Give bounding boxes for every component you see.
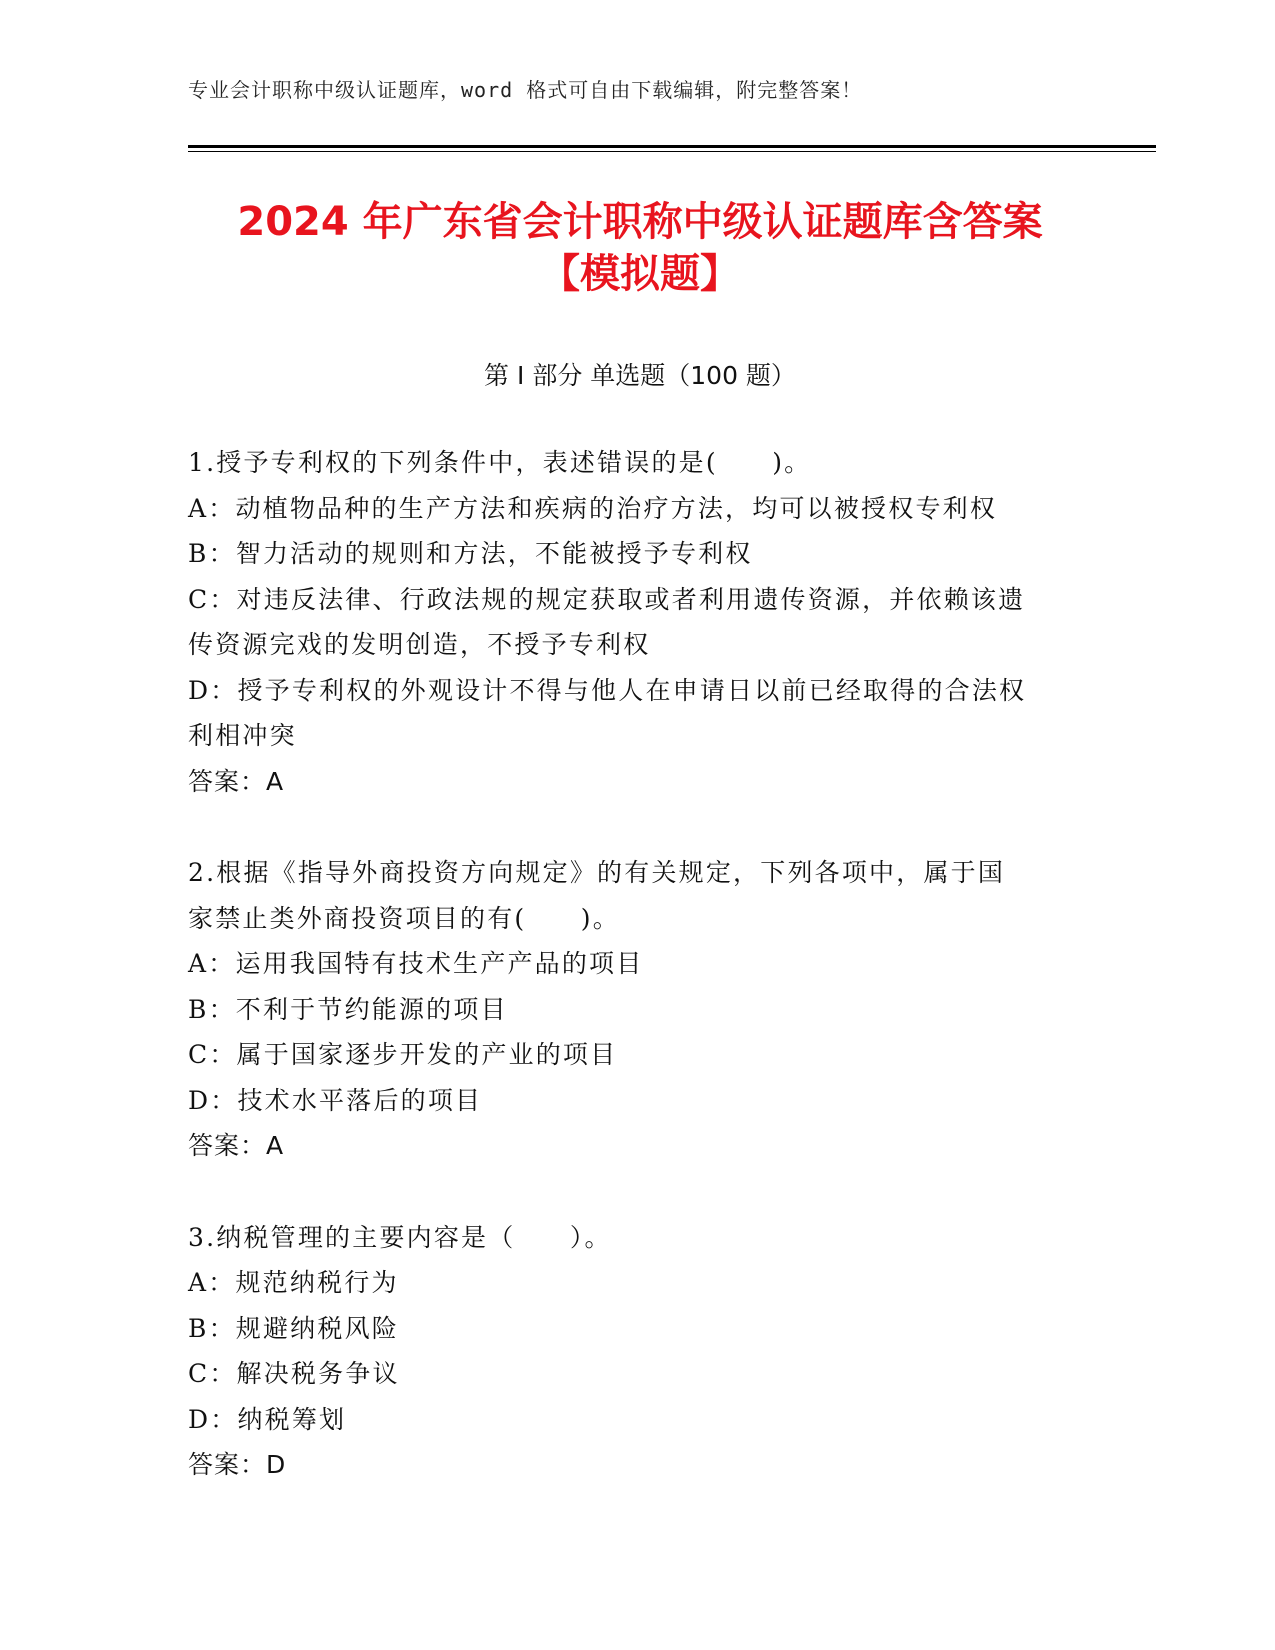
question-1 <box>188 440 1068 804</box>
question-3 <box>188 1215 1068 1488</box>
question-line: 2.根据《指导外商投资方向规定》的有关规定，下列各项中，属于国 <box>188 858 1006 887</box>
section-title: 第 I 部分 单选题（100 题） <box>484 361 796 390</box>
header-note: 专业会计职称中级认证题库，word 格式可自由下载编辑，附完整答案！ <box>188 78 863 102</box>
option-b: B：不利于节约能源的项目 <box>188 994 508 1024</box>
answer: 答案：A <box>188 766 285 796</box>
option-c: C：对违反法律、行政法规的规定获取或者利用遗传资源，并依赖该遗 <box>188 584 1026 614</box>
question-line: 1.授予专利权的下列条件中，表述错误的是( )。 <box>188 448 812 477</box>
option-d-continued: 利相冲突 <box>188 721 297 750</box>
answer: 答案：D <box>188 1450 287 1479</box>
option-b: B：智力活动的规则和方法，不能被授予专利权 <box>188 539 753 568</box>
header-rule-thin <box>188 151 1156 152</box>
option-a: A：动植物品种的生产方法和疾病的治疗方法，均可以被授权专利权 <box>188 493 998 523</box>
document-title <box>160 196 1120 300</box>
option-a: A：规范纳税行为 <box>188 1268 399 1297</box>
option-c: C：解决税务争议 <box>188 1359 400 1388</box>
option-d: D：授予专利权的外观设计不得与他人在申请日以前已经取得的合法权 <box>188 675 1027 705</box>
answer: 答案：A <box>188 1131 285 1160</box>
option-b: B：规避纳税风险 <box>188 1313 399 1343</box>
question-line-continued: 家禁止类外商投资项目的有( )。 <box>188 903 620 933</box>
document-title-line-1: 2024 年广东省会计职称中级认证题库含答案 <box>237 199 1043 245</box>
document-title-line-2: 【模拟题】 <box>540 251 740 297</box>
option-a: A：运用我国特有技术生产产品的项目 <box>188 949 644 978</box>
header-rule-thick <box>188 145 1156 148</box>
question-line: 3.纳税管理的主要内容是（ ）。 <box>188 1222 612 1252</box>
option-d: D：技术水平落后的项目 <box>188 1085 483 1115</box>
option-d: D：纳税筹划 <box>188 1404 347 1434</box>
question-list <box>188 440 1068 1534</box>
option-c: C：属于国家逐步开发的产业的项目 <box>188 1040 618 1069</box>
option-c-continued: 传资源完戏的发明创造，不授予专利权 <box>188 630 651 659</box>
question-2 <box>188 850 1068 1169</box>
